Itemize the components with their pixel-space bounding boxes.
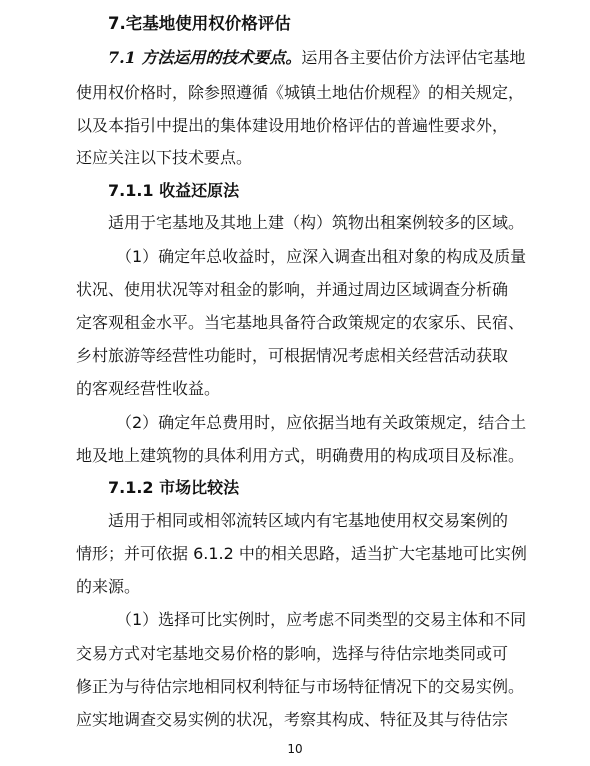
income-item2-line: 地及地上建筑物的具体利用方式，明确费用的构成项目及标准。 <box>76 446 525 465</box>
intro-line-text: 运用各主要估价方法评估宅基地 <box>301 48 526 67</box>
subsection-heading-income: 7.1.1 收益还原法 <box>108 181 240 200</box>
section-heading: 7.宅基地使用权价格评估 <box>108 14 291 33</box>
subsection-heading-market: 7.1.2 市场比较法 <box>108 478 240 497</box>
market-scope-line: 情形；并可依据 6.1.2 中的相关思路，适当扩大宅基地可比实例 <box>76 544 527 563</box>
intro-paragraph-line: 还应关注以下技术要点。 <box>76 148 253 167</box>
intro-paragraph-line <box>108 48 525 68</box>
income-item1-line: 定客观租金水平。当宅基地具备符合政策规定的农家乐、民宿、 <box>76 313 525 332</box>
income-scope-line: 适用于宅基地及其地上建（构）筑物出租案例较多的区域。 <box>108 213 525 232</box>
intro-paragraph-line: 以及本指引中提出的集体建设用地价格评估的普遍性要求外， <box>76 116 509 135</box>
income-item1-line: （1）确定年总收益时，应深入调查出租对象的构成及质量 <box>116 247 527 266</box>
intro-emphasis: 7.1 方法运用的技术要点。 <box>108 48 302 67</box>
market-item1-line: 应实地调查交易实例的状况，考察其构成、特征及其与待估宗 <box>76 710 509 729</box>
market-item1-line: 修正为与待估宗地相同权利特征与市场特征情况下的交易实例。 <box>76 677 525 696</box>
income-item2-line: （2）确定年总费用时，应依据当地有关政策规定，结合土 <box>116 413 527 432</box>
market-item1-line: 交易方式对宅基地交易价格的影响，选择与待估宗地类同或可 <box>76 644 509 663</box>
income-item1-line: 状况、使用状况等对租金的影响，并通过周边区域调查分析确 <box>76 280 509 299</box>
market-scope-line: 的来源。 <box>76 577 141 596</box>
income-item1-line: 的客观经营性收益。 <box>76 379 221 398</box>
market-scope-line: 适用于相同或相邻流转区域内有宅基地使用权交易案例的 <box>108 511 509 530</box>
page-number: 10 <box>287 742 303 756</box>
market-item1-line: （1）选择可比实例时，应考虑不同类型的交易主体和不同 <box>116 610 527 629</box>
intro-paragraph-line: 使用权价格时，除参照遵循《城镇土地估价规程》的相关规定， <box>76 83 525 102</box>
income-item1-line: 乡村旅游等经营性功能时，可根据情况考虑相关经营活动获取 <box>76 346 509 365</box>
